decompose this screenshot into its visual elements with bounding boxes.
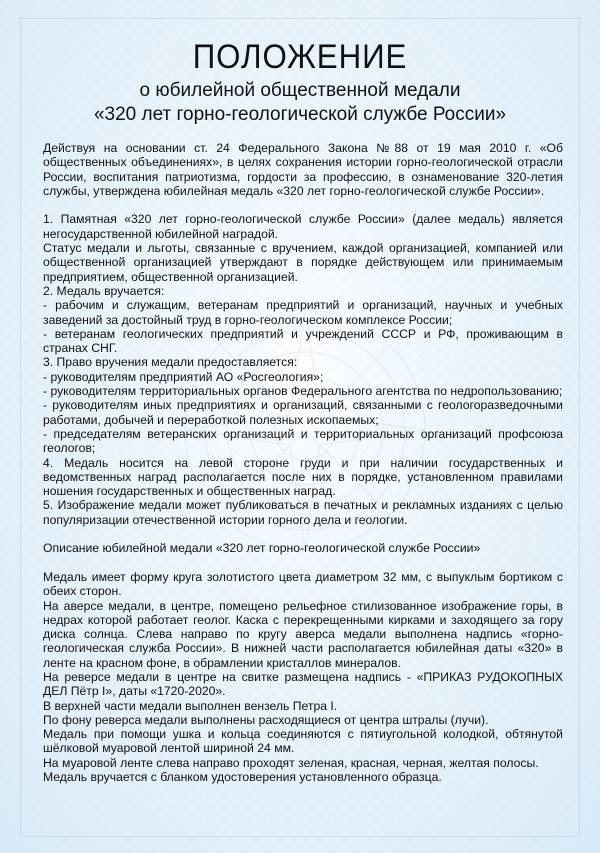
document-body xyxy=(43,141,563,784)
section-paragraph: - руководителям иных предприятиях и организаций, связанными с геологоразведочными работами, добычей и переработкой полезных ископаемых; xyxy=(43,398,563,427)
section-paragraph: 1. Памятная «320 лет горно-геологической службе России» (далее медаль) является негосударственной юбилейной наградой. xyxy=(43,212,563,241)
description-paragraph: Медаль вручается с бланком удостоверения установленного образца. xyxy=(43,770,442,785)
section-paragraph: Статус медали и льготы, связанные с вручением, каждой организацией, компанией или общественной организацией утверждают в порядке действующем или принимаемым предприятием, общественной организацией. xyxy=(43,241,563,284)
section-paragraph: - ветеранам геологических предприятий и учреждений СССР и РФ, проживающим в странах СНГ. xyxy=(43,326,563,356)
page-title: ПОЛОЖЕНИЕ xyxy=(192,38,408,76)
description-paragraph: Медаль имеет форму круга золотистого цвета диаметром 32 мм, с выпуклым бортиком с обеих сторон. xyxy=(43,569,563,599)
section-paragraph: 4. Медаль носится на левой стороне груди и при наличии государственных и ведомственных наград располагается после них в порядке, установленном правилами ношения государственных и общественных наград. xyxy=(43,455,563,499)
description-paragraph: На реверсе медали в центре на свитке размещена надпись - «ПРИКАЗ РУДОКОПНЫХ ДЕЛ Пётр I», даты «1720-2020». xyxy=(43,669,563,699)
section-paragraph: - рабочим и служащим, ветеранам предприятий и организаций, научных и учебных заведений за достойный труд в горно-геологическом комплексе России; xyxy=(43,298,563,327)
section-paragraph: 2. Медаль вручается: xyxy=(43,283,165,298)
description-paragraph: На муаровой ленте слева направо проходят зеленая, красная, черная, желтая полосы. xyxy=(43,755,539,770)
section-paragraph: 3. Право вручения медали предоставляется: xyxy=(43,355,298,370)
section-paragraph: 5. Изображение медали может публиковаться в печатных и рекламных изданиях с целью популяризации отечественной истории горного дела и геологии. xyxy=(43,498,563,527)
section-paragraph: - руководителям территориальных органов Федерального агентства по недропользованию; xyxy=(43,384,563,399)
subtitle-line-2: «320 лет горно-геологической службе России» xyxy=(93,104,507,125)
description-heading: Описание юбилейной медали «320 лет горно-геологической службе России» xyxy=(43,541,481,556)
intro-paragraph: Действуя на основании ст. 24 Федерального Закона №88 от 19 мая 2010 г. «Об общественных объединениях», в целях сохранения истории горно-геологической отрасли России, воспитания патриотизма, гордости за профессию, в ознаменование 320-летия службы, утверждена юбилейная медаль «320 лет горно-геологической службе России». xyxy=(43,141,563,198)
description-paragraph: На аверсе медали, в центре, помещено рельефное стилизованное изображение горы, в недрах которой работает геолог. Каска с перекрещенными кирками и заходящего за гору диска солнца. Слева направо по кругу аверса медали выполнена надпись «горно-геологическая служба России». В нижней части располагается юбилейная даты «320» в ленте на красном фоне, в обрамлении кристаллов минералов. xyxy=(43,598,563,670)
description-paragraph: По фону реверса медали выполнены расходящиеся от центра штралы (лучи). xyxy=(43,712,489,727)
subtitle-line-1: о юбилейной общественной медали xyxy=(139,80,461,101)
description-paragraph: Медаль при помощи ушка и кольца соединяются с пятиугольной колодкой, обтянутой шёлковой муаровой лентой шириной 24 мм. xyxy=(43,727,563,756)
description-paragraph: В верхней части медали выполнен вензель Петра I. xyxy=(43,698,338,713)
section-paragraph: - руководителям предприятий АО «Росгеология»; xyxy=(43,369,324,384)
section-paragraph: - председателям ветеранских организаций и территориальных организаций профсоюза геологов; xyxy=(43,426,563,456)
